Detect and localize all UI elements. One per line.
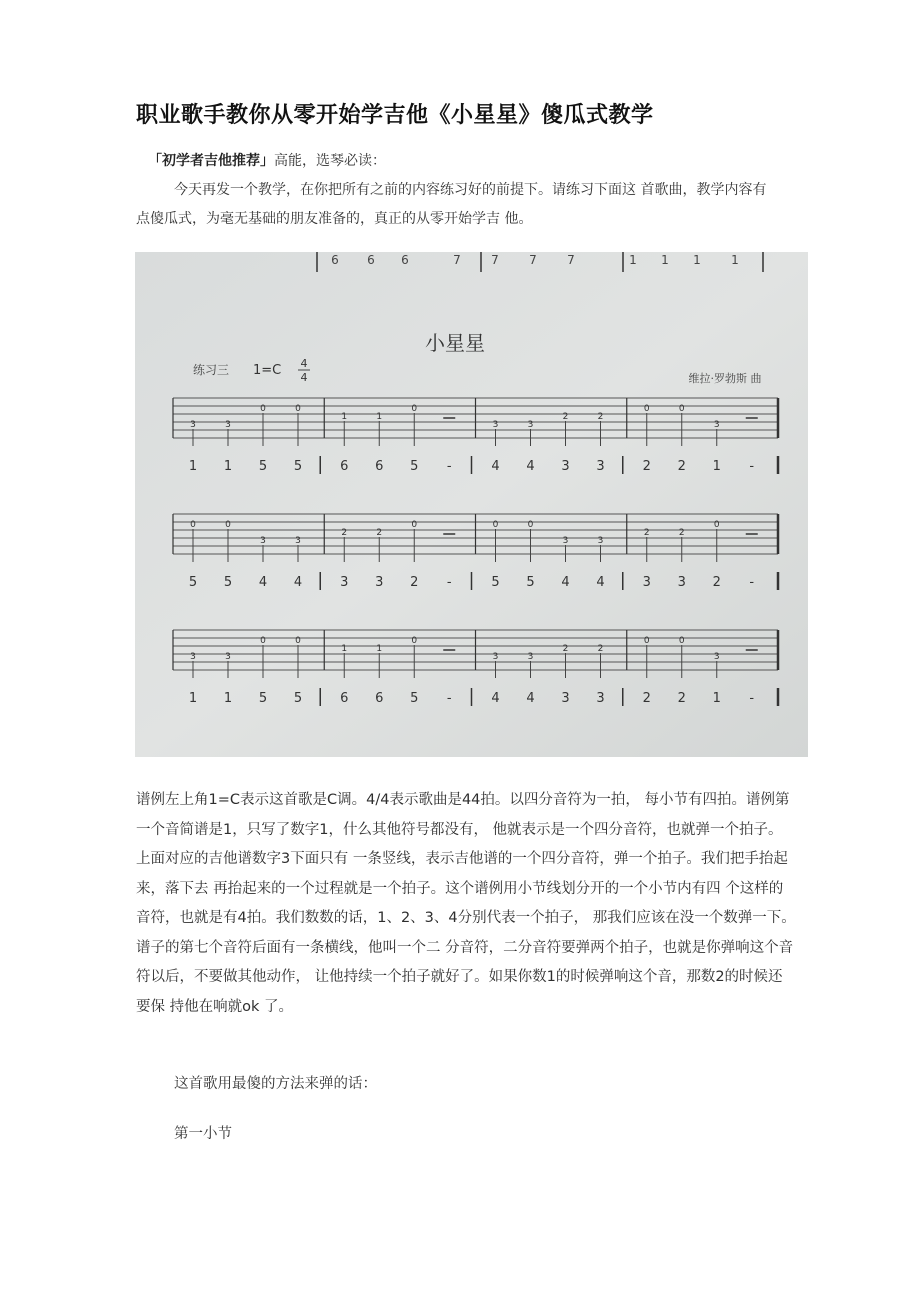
tab-note: 3 bbox=[713, 420, 720, 430]
strip-note: 6 bbox=[367, 253, 375, 267]
document-title: 职业歌手教你从零开始学吉他《小星星》傻瓜式教学 bbox=[136, 103, 654, 128]
tab-note: 3 bbox=[713, 652, 720, 662]
tab-note: 2 bbox=[376, 528, 383, 538]
jianpu-note: - bbox=[446, 459, 452, 474]
score-time-bottom: 4 bbox=[300, 371, 308, 384]
tab-note: 3 bbox=[597, 536, 604, 546]
jianpu-note: 1 bbox=[223, 691, 233, 706]
jianpu-note: - bbox=[749, 459, 755, 474]
tab-note: 0 bbox=[713, 520, 720, 530]
jianpu-note: 5 bbox=[258, 691, 268, 706]
first-bar-line: 第一小节 bbox=[174, 1126, 232, 1142]
tab-note: 3 bbox=[190, 652, 196, 662]
strip-note: 6 bbox=[331, 253, 339, 267]
jianpu-note: 3 bbox=[596, 691, 605, 706]
sheet-music-photo bbox=[135, 252, 808, 757]
tab-note: 2 bbox=[597, 412, 604, 422]
jianpu-note: 1 bbox=[188, 691, 198, 706]
jianpu-note: 6 bbox=[375, 691, 384, 706]
tab-note: 0 bbox=[643, 636, 650, 646]
jianpu-note: 3 bbox=[340, 575, 349, 590]
jianpu-note: - bbox=[749, 691, 755, 706]
intro-paragraph: 今天再发一个教学，在你把所有之前的内容练习好的前提下。请练习下面这 首歌曲，教学内容有点傻瓜式，为毫无基础的朋友准备的，真正的从零开始学吉 他。 bbox=[136, 182, 767, 227]
tab-note: 3 bbox=[492, 652, 499, 662]
strip-note: 6 bbox=[401, 253, 409, 267]
intro-tag-suffix: 高能，选琴必读： bbox=[274, 153, 386, 169]
intro-tag[interactable]: 「初学者吉他推荐」 bbox=[148, 153, 274, 169]
tab-note: 3 bbox=[190, 420, 196, 430]
jianpu-note: - bbox=[749, 575, 755, 590]
score-title: 小星星 bbox=[425, 331, 485, 355]
body-paragraph: 谱例左上角1=C表示这首歌是C调。4/4表示歌曲是44拍。以四分音符为一拍， 每小节有四拍。谱例第一个音简谱是1，只写了数字1，什么其他符号都没有， 他就表示是一个四分音符，也就弹一个拍子。上面对应的吉他谱数字3下面只有 一条竖线，表示吉他谱的一个四分音符，弹一个拍子。我们把手抬起来，落下去 再抬起来的一个过程就是一个拍子。这个谱例用小节线划分开的一个小节内有四 个这样的音符，也就是有4拍。我们数数的话，1、2、3、4分别代表一个拍子， 那我们应该在没一个数弹一下。谱子的第七个音符后面有一条横线，他叫一个二 分音符，二分音符要弹两个拍子，也就是你弹响这个音符以后，不要做其他动作， 让他持续一个拍子就好了。如果你数1的时候弹响这个音，那数2的时候还要保 持他在响就ok 了。 bbox=[136, 792, 796, 1015]
tab-note: 3 bbox=[527, 652, 534, 662]
jianpu-note: 4 bbox=[293, 575, 303, 590]
tab-note: 2 bbox=[678, 528, 685, 538]
jianpu-note: 5 bbox=[526, 575, 535, 590]
strip-note: 1 bbox=[629, 253, 637, 267]
jianpu-note: 6 bbox=[375, 459, 384, 474]
score-svg bbox=[135, 252, 808, 757]
jianpu-note: 4 bbox=[258, 575, 268, 590]
tab-note: 0 bbox=[643, 404, 650, 414]
jianpu-note: 5 bbox=[258, 459, 268, 474]
jianpu-note: 5 bbox=[223, 575, 233, 590]
tab-note: 0 bbox=[678, 636, 685, 646]
tab-note: 0 bbox=[411, 636, 418, 646]
jianpu-note: 5 bbox=[491, 575, 500, 590]
paper-background bbox=[135, 252, 808, 757]
jianpu-note: 2 bbox=[642, 691, 651, 706]
tab-note: 3 bbox=[295, 536, 301, 546]
jianpu-note: 3 bbox=[642, 575, 651, 590]
jianpu-note: 1 bbox=[223, 459, 233, 474]
tab-note: 0 bbox=[225, 520, 231, 530]
jianpu-note: 1 bbox=[712, 691, 721, 706]
jianpu-note: 6 bbox=[340, 691, 349, 706]
jianpu-note: 2 bbox=[677, 691, 686, 706]
jianpu-note: 4 bbox=[491, 459, 500, 474]
score-exercise: 练习三 bbox=[193, 363, 230, 377]
tab-note: 2 bbox=[562, 412, 569, 422]
jianpu-note: 4 bbox=[526, 691, 535, 706]
jianpu-note: 5 bbox=[188, 575, 198, 590]
jianpu-note: 4 bbox=[491, 691, 500, 706]
jianpu-note: 2 bbox=[410, 575, 419, 590]
tab-note: 0 bbox=[260, 636, 266, 646]
score-key: 1=C bbox=[253, 363, 282, 378]
tab-note: 0 bbox=[190, 520, 196, 530]
strip-note: 1 bbox=[693, 253, 701, 267]
strip-note: 1 bbox=[731, 253, 739, 267]
score-time-top: 4 bbox=[300, 357, 308, 370]
jianpu-note: 1 bbox=[188, 459, 198, 474]
tab-note: 3 bbox=[562, 536, 569, 546]
tab-note: 3 bbox=[225, 652, 231, 662]
strip-note: 7 bbox=[491, 253, 499, 267]
jianpu-note: 2 bbox=[712, 575, 721, 590]
tab-note: 1 bbox=[341, 412, 348, 422]
tab-note: 3 bbox=[492, 420, 499, 430]
jianpu-note: 5 bbox=[293, 459, 303, 474]
strip-note: 7 bbox=[567, 253, 575, 267]
tab-note: 0 bbox=[678, 404, 685, 414]
jianpu-note: - bbox=[446, 691, 452, 706]
tab-note: 2 bbox=[597, 644, 604, 654]
jianpu-note: 5 bbox=[410, 459, 419, 474]
jianpu-note: 4 bbox=[596, 575, 605, 590]
jianpu-note: 3 bbox=[561, 459, 570, 474]
jianpu-note: 6 bbox=[340, 459, 349, 474]
strip-note: 7 bbox=[529, 253, 537, 267]
tab-note: 3 bbox=[260, 536, 266, 546]
tab-note: 0 bbox=[411, 404, 418, 414]
tab-note: 2 bbox=[562, 644, 569, 654]
tab-note: 0 bbox=[295, 404, 301, 414]
jianpu-note: 1 bbox=[712, 459, 721, 474]
tab-note: 0 bbox=[492, 520, 499, 530]
tab-note: 0 bbox=[527, 520, 534, 530]
tab-note: 2 bbox=[643, 528, 650, 538]
jianpu-note: 2 bbox=[642, 459, 651, 474]
tab-note: 1 bbox=[341, 644, 348, 654]
jianpu-note: 3 bbox=[596, 459, 605, 474]
jianpu-note: 4 bbox=[561, 575, 570, 590]
intro-tag-line bbox=[148, 150, 386, 170]
jianpu-note: 3 bbox=[561, 691, 570, 706]
tab-note: 3 bbox=[225, 420, 231, 430]
tab-note: 0 bbox=[295, 636, 301, 646]
jianpu-note: 2 bbox=[677, 459, 686, 474]
tab-note: 1 bbox=[376, 644, 383, 654]
jianpu-note: 4 bbox=[526, 459, 535, 474]
tab-note: 2 bbox=[341, 528, 348, 538]
tab-note: 0 bbox=[411, 520, 418, 530]
score-composer: 维拉·罗勃斯 曲 bbox=[688, 372, 762, 385]
tab-note: 0 bbox=[260, 404, 266, 414]
jianpu-note: 3 bbox=[677, 575, 686, 590]
tab-note: 1 bbox=[376, 412, 383, 422]
jianpu-note: 5 bbox=[293, 691, 303, 706]
jianpu-note: 5 bbox=[410, 691, 419, 706]
strip-note: 1 bbox=[661, 253, 669, 267]
tab-note: 3 bbox=[527, 420, 534, 430]
jianpu-note: 3 bbox=[375, 575, 384, 590]
strip-note: 7 bbox=[453, 253, 461, 267]
jianpu-note: - bbox=[446, 575, 452, 590]
method-line: 这首歌用最傻的方法来弹的话： bbox=[174, 1076, 377, 1092]
